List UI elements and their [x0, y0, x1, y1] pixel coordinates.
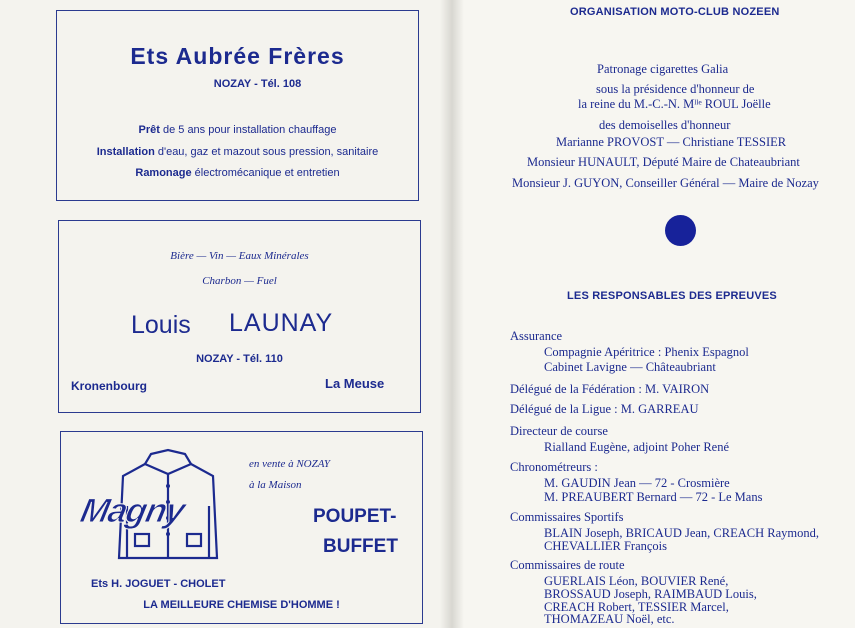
route-line3: CREACH Robert, TESSIER Marcel,	[544, 600, 729, 614]
ad1-title: Ets Aubrée Frères	[130, 43, 345, 69]
demoiselles: des demoiselles d'honneur	[599, 118, 731, 132]
depute: Monsieur HUNAULT, Député Maire de Chateaubriant	[527, 155, 800, 169]
ad1-line1: Prêt de 5 ans pour installation chauffage	[138, 124, 337, 136]
responsables-title: LES RESPONSABLES DES EPREUVES	[567, 290, 777, 302]
directeur-names: Rialland Eugène, adjoint Poher René	[544, 440, 730, 454]
ad3-sale1: en vente à NOZAY	[249, 458, 330, 470]
ad1-phone: NOZAY - Tél. 108	[213, 78, 302, 90]
ad-magny-poupet-buffet	[60, 431, 423, 624]
sportifs-line2: CHEVALLIER François	[544, 539, 668, 553]
ad3-sale2: à la Maison	[249, 479, 302, 491]
ad3-store1: POUPET-	[313, 506, 397, 527]
org-title: ORGANISATION MOTO-CLUB NOZEEN	[570, 6, 780, 18]
route-line4: THOMAZEAU Noël, etc.	[544, 612, 675, 626]
conseiller-general: Monsieur J. GUYON, Conseiller Général — Maire de Nozay	[512, 176, 819, 190]
ad-louis-launay	[58, 220, 421, 413]
demoiselles-names: Marianne PROVOST — Christiane TESSIER	[556, 135, 787, 149]
sportifs-line1: BLAIN Joseph, BRICAUD Jean, CREACH Raymond,	[544, 526, 819, 540]
ad2-name-last: LAUNAY	[229, 309, 334, 337]
ad2-line1: Bière — Vin — Eaux Minérales	[170, 250, 309, 262]
ad2-brand-kronenbourg: Kronenbourg	[71, 379, 147, 393]
sportifs-label: Commissaires Sportifs	[510, 510, 624, 524]
chrono-label: Chronométreurs :	[510, 460, 598, 474]
assurance-line1: Compagnie Apéritrice : Phenix Espagnol	[544, 345, 749, 359]
assurance-line2: Cabinet Lavigne — Châteaubriant	[544, 360, 716, 374]
ad2-phone: NOZAY - Tél. 110	[196, 353, 283, 365]
presidence-line1: sous la présidence d'honneur de	[596, 82, 755, 96]
ad3-logo-magny: Magny	[77, 492, 188, 530]
ad2-name-first: Louis	[131, 311, 191, 339]
ad2-line2: Charbon — Fuel	[202, 275, 277, 287]
patronage: Patronage cigarettes Galia	[597, 62, 729, 76]
ad1-line2: Installation d'eau, gaz et mazout sous pression, sanitaire	[96, 146, 379, 158]
route-line1: GUERLAIS Léon, BOUVIER René,	[544, 574, 729, 588]
presidence-line2: la reine du M.-C.-N. Mˡˡᵉ ROUL Joëlle	[578, 97, 771, 111]
ad1-line3: Ramonage électromécanique et entretien	[135, 167, 340, 179]
ad3-slogan: LA MEILLEURE CHEMISE D'HOMME !	[143, 599, 340, 611]
delegue-ligue: Délégué de la Ligue : M. GARREAU	[510, 402, 699, 416]
chrono-line1: M. GAUDIN Jean — 72 - Crosmière	[544, 476, 730, 490]
chrono-line2: M. PREAUBERT Bernard — 72 - Le Mans	[544, 490, 763, 504]
ad-aubree-freres	[56, 10, 419, 201]
route-line2: BROSSAUD Joseph, RAIMBAUD Louis,	[544, 587, 757, 601]
ad3-store2: BUFFET	[323, 536, 398, 557]
ad3-maker: Ets H. JOGUET - CHOLET	[91, 578, 226, 590]
ad2-brand-la-meuse: La Meuse	[325, 376, 385, 391]
blue-dot	[665, 215, 696, 246]
assurance-label: Assurance	[510, 329, 563, 343]
delegue-federation: Délégué de la Fédération : M. VAIRON	[510, 382, 710, 396]
route-label: Commissaires de route	[510, 558, 625, 572]
book-gutter	[440, 0, 464, 628]
directeur-label: Directeur de course	[510, 424, 608, 438]
